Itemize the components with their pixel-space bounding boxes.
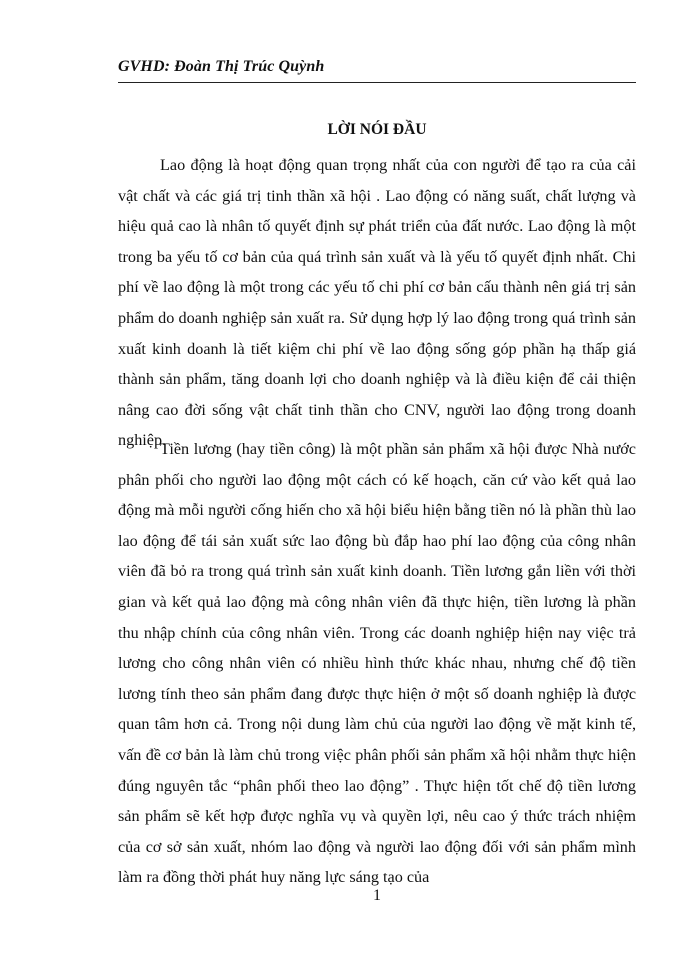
page-number: 1 bbox=[373, 887, 381, 904]
page-header bbox=[118, 58, 636, 83]
supervisor-header-text: GVHD: Đoàn Thị Trúc Quỳnh bbox=[118, 58, 325, 75]
paragraph-labor-importance: Lao động là hoạt động quan trọng nhất của con người để tạo ra của cải vật chất và các giá trị tinh thần xã hội . Lao động có năng suất, chất lượng và hiệu quả cao là nhân tố quyết định sự phát triển của đất nước. Lao động là một trong ba yếu tố cơ bản của quá trình sản xuất và là yếu tố quyết định nhất. Chi phí về lao động là một trong các yếu tố chi phí cơ bản cấu thành nên giá trị sản phẩm do doanh nghiệp sản xuất ra. Sử dụng hợp lý lao động trong quá trình sản xuất kinh doanh là tiết kiệm chi phí về lao động sống góp phần hạ thấp giá thành sản phẩm, tăng doanh lợi cho doanh nghiệp và là điều kiện để cải thiện nâng cao đời sống vật chất tinh thần cho CNV, người lao động trong doanh nghiệp. bbox=[118, 156, 636, 450]
paragraph-wages: Tiền lương (hay tiền công) là một phần sản phẩm xã hội được Nhà nước phân phối cho người lao động một cách có kế hoạch, căn cứ vào kết quả lao động mà mỗi người cống hiến cho xã hội biểu hiện bằng tiền nó là phần thù lao lao động để tái sản xuất sức lao động bù đắp hao phí lao động của công nhân viên đã bỏ ra trong quá trình sản xuất kinh doanh. Tiền lương gắn liền với thời gian và kết quả lao động mà công nhân viên đã thực hiện, tiền lương là phần thu nhập chính của công nhân viên. Trong các doanh nghiệp hiện nay việc trả lương cho công nhân viên có nhiều hình thức khác nhau, nhưng chế độ tiền lương tính theo sản phẩm đang được thực hiện ở một số doanh nghiệp là được quan tâm hơn cả. Trong nội dung làm chủ của người lao động về mặt kinh tế, vấn đề cơ bản là làm chủ trong việc phân phối sản phẩm xã hội nhằm thực hiện đúng nguyên tắc “phân phối theo lao động” . Thực hiện tốt chế độ tiền lương sản phẩm sẽ kết hợp được nghĩa vụ và quyền lợi, nêu cao ý thức trách nhiệm của cơ sở sản xuất, nhóm lao động và người lao động đối với sản phẩm mình làm ra đồng thời phát huy năng lực sáng tạo của bbox=[118, 440, 636, 887]
page-title: LỜI NÓI ĐẦU bbox=[327, 121, 427, 138]
